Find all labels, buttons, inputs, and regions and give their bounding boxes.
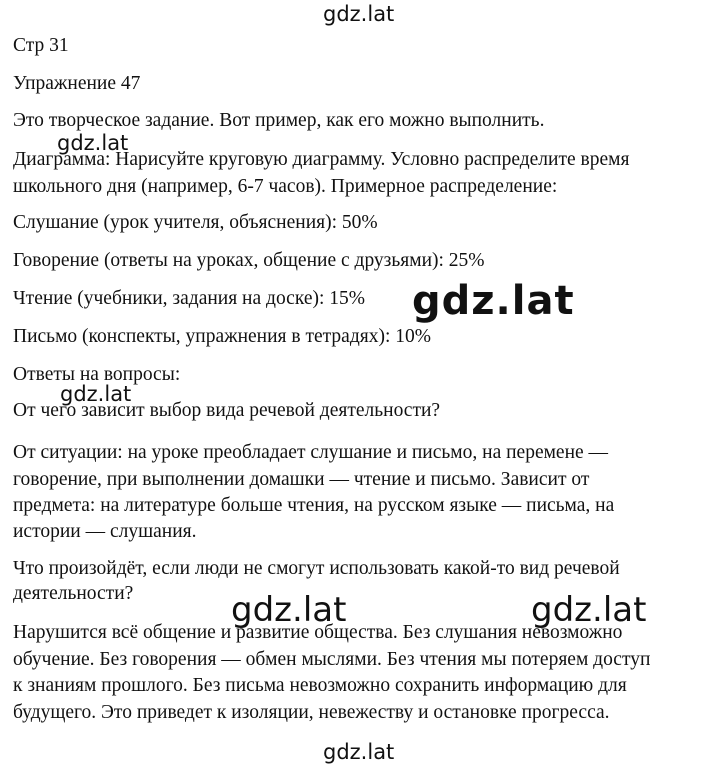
answer-2-line: будущего. Это приведет к изоляции, невежеству и остановке прогресса. [13, 702, 610, 723]
watermark-bottom: gdz.lat [323, 740, 395, 764]
watermark-top: gdz.lat [323, 2, 395, 26]
question-1: От чего зависит выбор вида речевой деятельности? [13, 400, 441, 421]
answer-2-line: обучение. Без говорения — обмен мыслями. Без чтения мы потеряем доступ [13, 649, 651, 670]
page-reference: Стр 31 [13, 35, 69, 56]
distribution-item-listening: Слушание (урок учителя, объяснения): 50% [13, 212, 378, 233]
distribution-item-reading: Чтение (учебники, задания на доске): 15% [13, 288, 366, 309]
distribution-item-writing: Письмо (конспекты, упражнения в тетрадях): 10% [13, 326, 431, 347]
answer-1-line: От ситуации: на уроке преобладает слушание и письмо, на перемене — [13, 442, 609, 463]
answer-1-line: предмета: на литературе больше чтения, на русском языке — письма, на [13, 495, 615, 516]
question-2-line: Что произойдёт, если люди не смогут использовать какой-то вид речевой [13, 558, 620, 579]
diagram-line: Диаграмма: Нарисуйте круговую диаграмму. Условно распределите время [13, 149, 630, 170]
watermark-small: gdz.lat [60, 382, 132, 406]
watermark-large: gdz.lat [412, 278, 575, 324]
answers-heading: Ответы на вопросы: [13, 364, 181, 385]
watermark-medium: gdz.lat [531, 590, 647, 630]
exercise-title: Упражнение 47 [13, 73, 141, 94]
answer-1-line: истории — слушания. [13, 521, 197, 542]
watermark-small: gdz.lat [57, 131, 129, 155]
diagram-line: школьного дня (например, 6-7 часов). Примерное распределение: [13, 176, 558, 197]
answer-2-line: к знаниям прошлого. Без письма невозможно сохранить информацию для [13, 675, 627, 696]
watermark-medium: gdz.lat [231, 590, 347, 630]
question-2-line: деятельности? [13, 583, 134, 604]
intro-text: Это творческое задание. Вот пример, как его можно выполнить. [13, 110, 545, 131]
distribution-item-speaking: Говорение (ответы на уроках, общение с друзьями): 25% [13, 250, 485, 271]
answer-2-line: Нарушится всё общение и развитие общества. Без слушания невозможно [13, 622, 623, 643]
answer-1-line: говорение, при выполнении домашки — чтение и письмо. Зависит от [13, 469, 590, 490]
